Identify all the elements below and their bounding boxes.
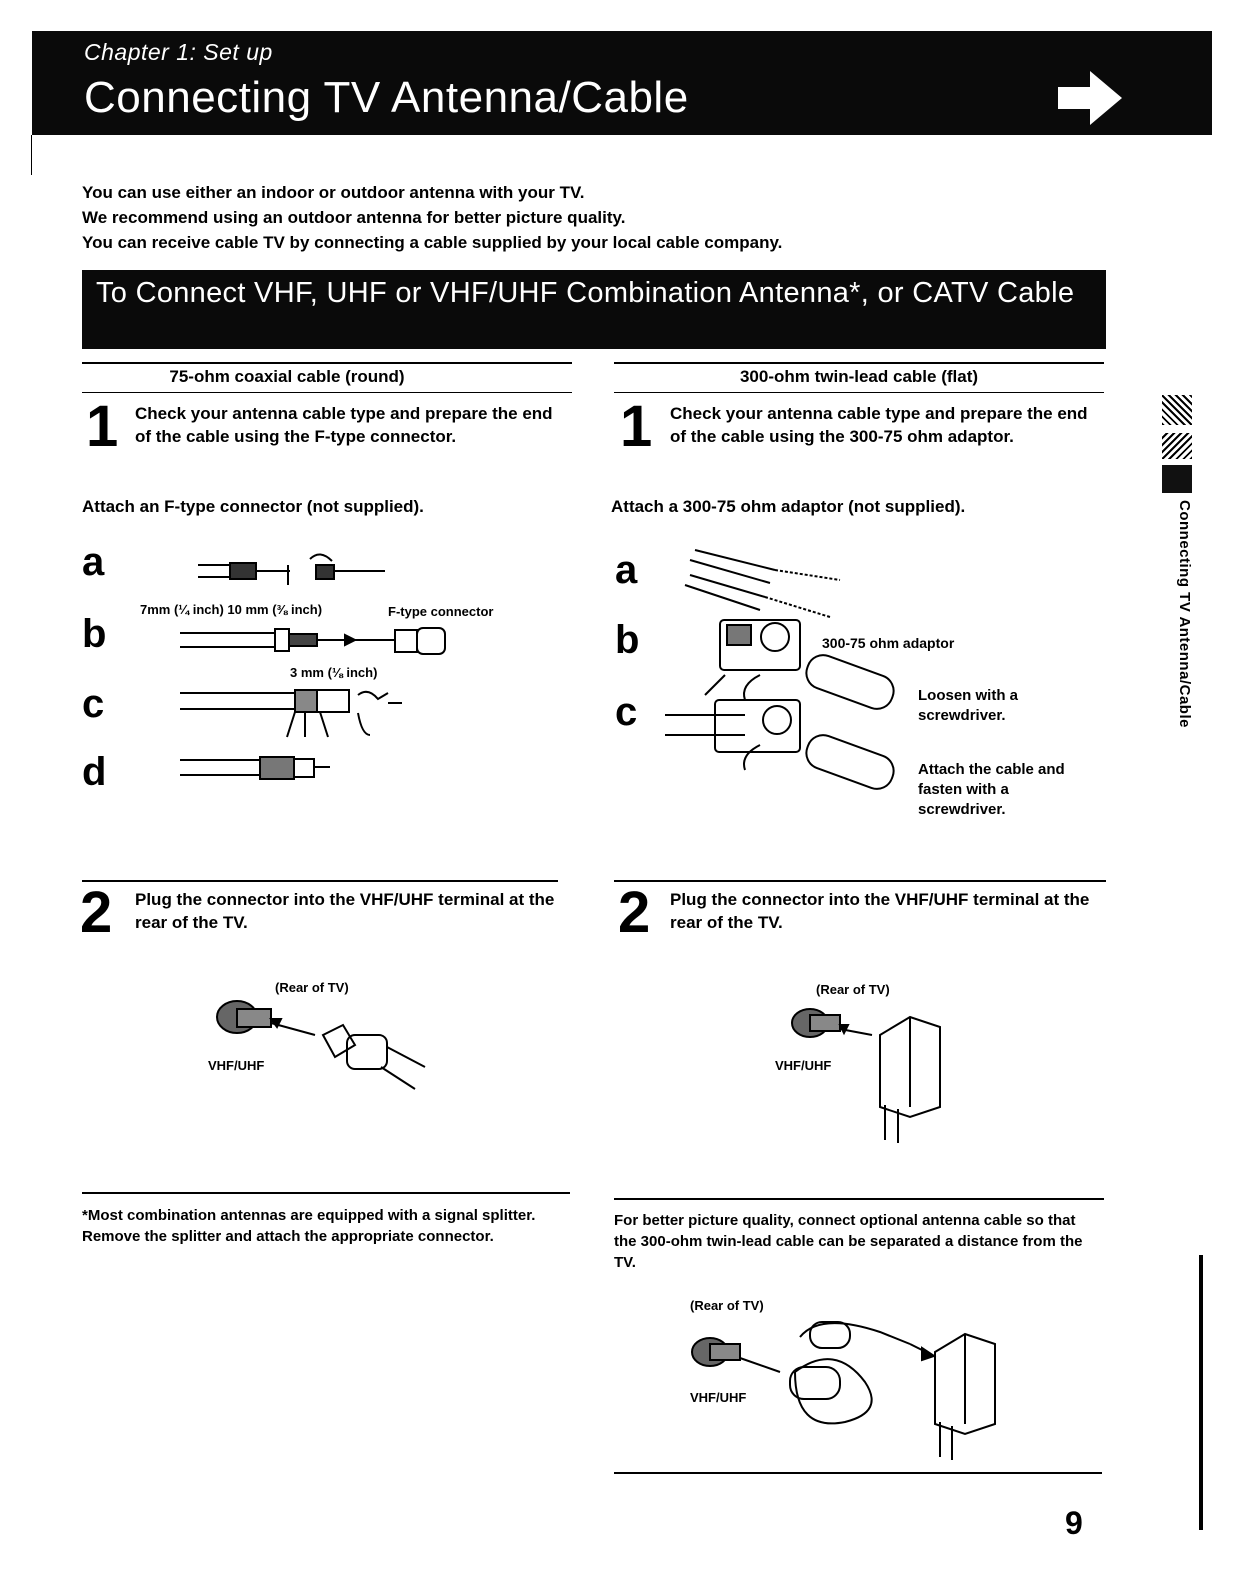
- step-letter: a: [615, 548, 638, 592]
- right-column-heading: 300-ohm twin-lead cable (flat): [739, 367, 979, 386]
- step-text: Plug the connector into the VHF/UHF terminal at the rear of the TV.: [135, 890, 555, 932]
- connector-label: F-type connector: [388, 604, 494, 619]
- rear-of-tv-label: (Rear of TV): [690, 1298, 764, 1313]
- dimension-label: 3 mm (⅛ inch): [290, 665, 378, 680]
- step-text: Plug the connector into the VHF/UHF terminal at the rear of the TV.: [670, 890, 1090, 932]
- vhf-uhf-terminal-illustration: [215, 995, 435, 1095]
- divider: [614, 880, 1106, 882]
- instruction-text: Attach an F-type connector (not supplied).: [82, 497, 424, 516]
- divider: [82, 880, 558, 882]
- divider: [82, 392, 572, 393]
- divider: [82, 362, 572, 364]
- divider: [614, 362, 1104, 364]
- step-number: 2: [80, 880, 113, 945]
- adaptor-label: 300-75 ohm adaptor: [822, 635, 955, 651]
- twin-lead-adaptor-illustration: [665, 535, 915, 815]
- margin-line: [1199, 1255, 1203, 1530]
- terminal-label: VHF/UHF: [690, 1390, 747, 1405]
- footnote: *Most combination antennas are equipped with a signal splitter. Remove the splitter and attach the appropriate connector.: [82, 1207, 536, 1245]
- step-number: 2: [618, 880, 651, 945]
- step-letter: b: [615, 618, 640, 662]
- margin-line: [31, 135, 32, 175]
- step-letter: a: [82, 540, 105, 584]
- terminal-label: VHF/UHF: [775, 1058, 832, 1073]
- rear-of-tv-label: (Rear of TV): [275, 980, 349, 995]
- adaptor-terminal-illustration: [790, 1005, 960, 1145]
- step-letter: c: [615, 690, 638, 734]
- section-header: [82, 270, 1106, 349]
- intro-line: We recommend using an outdoor antenna for better picture quality.: [82, 208, 626, 227]
- side-tab-label: Connecting TV Antenna/Cable: [1176, 500, 1193, 728]
- step-number: 1: [620, 394, 653, 459]
- intro-line: You can use either an indoor or outdoor antenna with your TV.: [82, 183, 585, 202]
- intro-text: [82, 180, 782, 255]
- chapter-label: Chapter 1: Set up: [84, 39, 273, 65]
- step-letter: c: [82, 682, 105, 726]
- chapter-header: [32, 31, 1212, 135]
- page-number: 9: [1065, 1505, 1083, 1541]
- side-tab-marker: [1160, 395, 1200, 499]
- attach-label: Attach the cable and fasten with a screwdriver.: [918, 761, 1065, 818]
- dimension-label: 7mm (¼ inch) 10 mm (⅜ inch): [140, 602, 323, 617]
- step-text: Check your antenna cable type and prepare the end of the cable using the 300-75 ohm adaptor.: [670, 404, 1088, 446]
- loosen-label: Loosen with a screwdriver.: [918, 687, 1019, 724]
- separated-cable-illustration: [690, 1312, 1010, 1462]
- tip-text: For better picture quality, connect optional antenna cable so that the 300-ohm twin-lead cable can be separated a distance from the TV.: [614, 1212, 1083, 1271]
- divider: [614, 1198, 1104, 1200]
- step-letter: d: [82, 750, 107, 794]
- section-title: To Connect VHF, UHF or VHF/UHF Combination Antenna*, or CATV Cable: [96, 277, 1075, 309]
- divider: [614, 1472, 1102, 1474]
- instruction-text: Attach a 300-75 ohm adaptor (not supplied).: [611, 497, 966, 516]
- step-letter: b: [82, 612, 107, 656]
- divider: [82, 1192, 570, 1194]
- page-title: Connecting TV Antenna/Cable: [84, 73, 689, 122]
- right-arrow-icon: [1058, 71, 1122, 125]
- rear-of-tv-label: (Rear of TV): [816, 982, 890, 997]
- step-number: 1: [86, 394, 119, 459]
- left-column-heading: 75-ohm coaxial cable (round): [169, 367, 405, 386]
- step-text: Check your antenna cable type and prepare the end of the cable using the F-type connector.: [135, 404, 553, 446]
- divider: [614, 392, 1104, 393]
- terminal-label: VHF/UHF: [208, 1058, 265, 1073]
- intro-line: You can receive cable TV by connecting a cable supplied by your local cable company.: [82, 233, 783, 252]
